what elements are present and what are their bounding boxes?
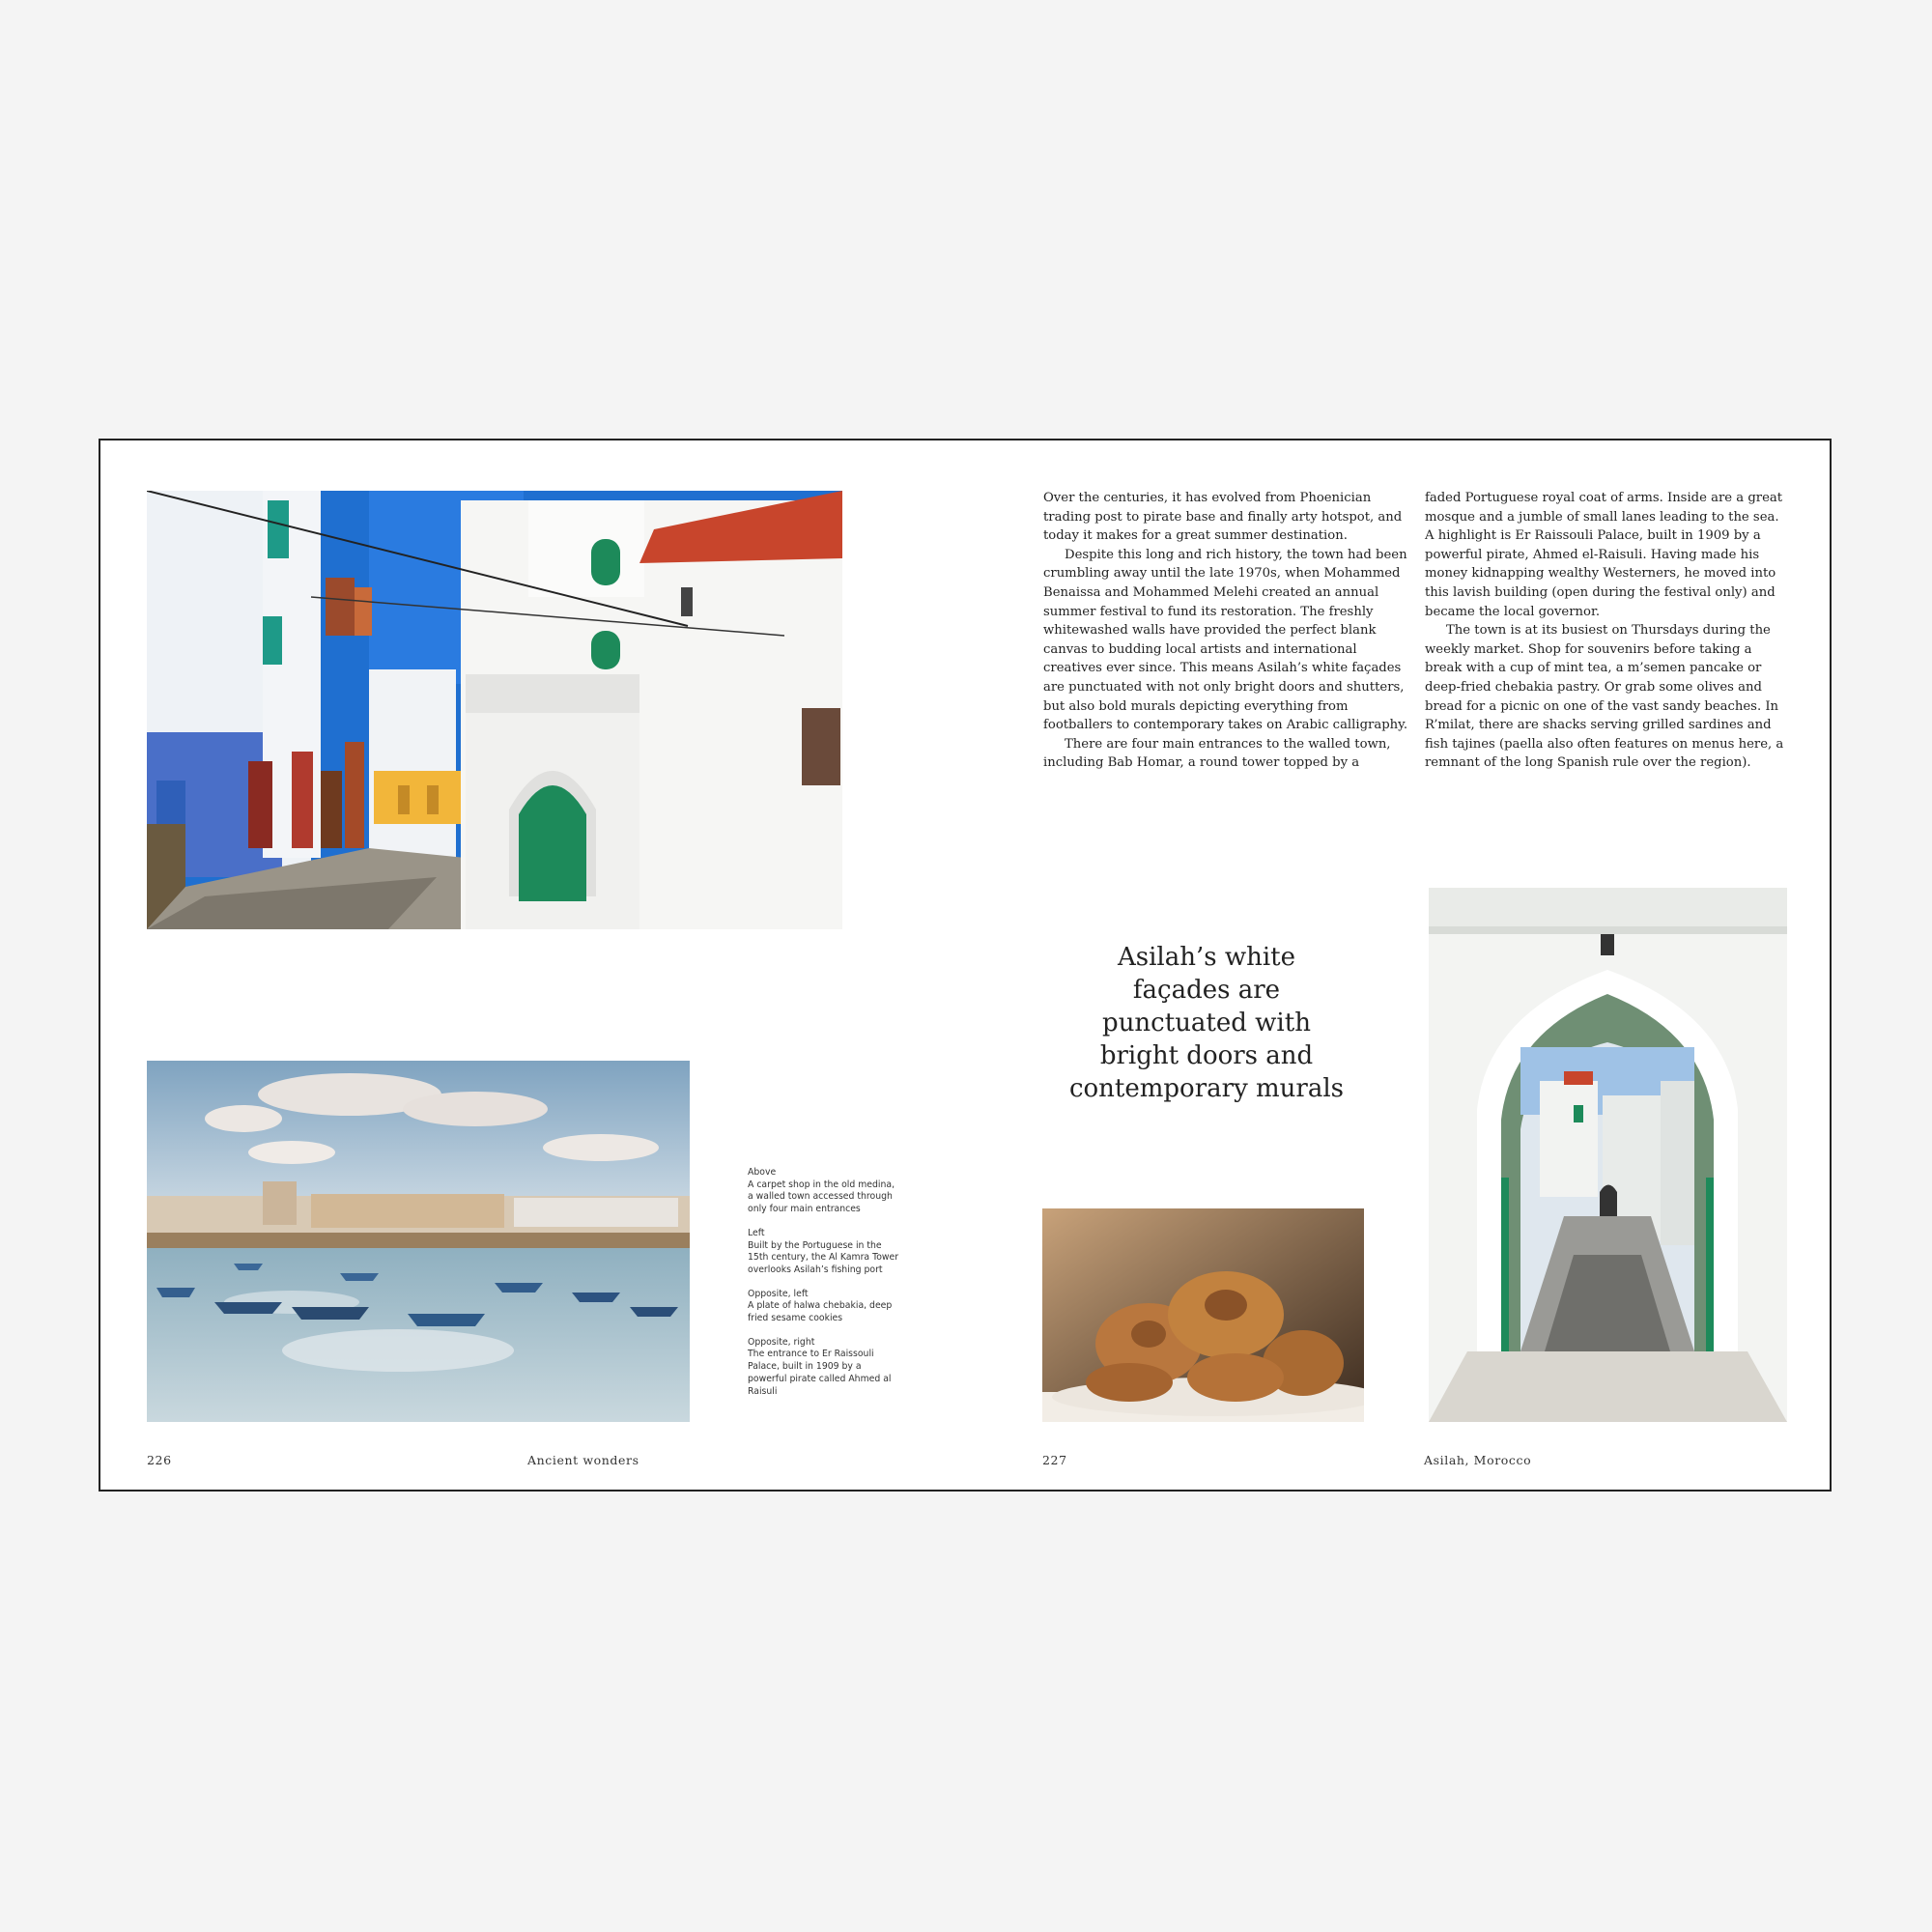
chebakia-pastry-photo: [1042, 1208, 1364, 1422]
caption-text: The entrance to Er Raissouli Palace, built in 1909 by a powerful pirate called Ahmed al Raisuli: [748, 1349, 892, 1397]
caption-text: A plate of halwa chebakia, deep fried sesame cookies: [748, 1300, 893, 1324]
photo-captions: [748, 1167, 902, 1409]
body-paragraph: The town is at its busiest on Thursdays during the weekly market. Shop for souvenirs before taking a break with a cup of mint tea, a m’semen pancake or deep-fried chebakia pastry. Or grab some olives and bread for a picnic on one of the vast sandy beaches. In R’milat, there are shacks serving grilled sardines and fish tajines (paella also often features on menus here, a remnant of the long Spanish rule over the region).: [1425, 623, 1784, 771]
body-column-2: [1425, 489, 1790, 773]
left-running-title: Ancient wonders: [527, 1453, 639, 1467]
right-page-number: 227: [1042, 1453, 1067, 1467]
caption-above: [748, 1167, 902, 1216]
harbour-tower-photo: [147, 1061, 690, 1422]
body-column-1: [1043, 489, 1408, 773]
caption-opposite-left: [748, 1289, 902, 1325]
caption-heading: Left: [748, 1227, 765, 1238]
caption-heading: Opposite, left: [748, 1288, 809, 1299]
caption-text: Built by the Portuguese in the 15th century, the Al Kamra Tower overlooks Asilah’s fishing port: [748, 1239, 899, 1275]
palace-archway-photo: [1429, 888, 1787, 1422]
caption-left: [748, 1228, 902, 1277]
caption-heading: Above: [748, 1167, 777, 1178]
book-spread: [99, 439, 1832, 1492]
pull-quote: Asilah’s white façades are punctuated with bright doors and contemporary murals: [1068, 943, 1345, 1103]
left-page-number: 226: [147, 1453, 172, 1467]
right-running-title: Asilah, Morocco: [1424, 1453, 1532, 1467]
body-paragraph: faded Portuguese royal coat of arms. Inside are a great mosque and a jumble of small lanes leading to the sea. A highlight is Er Raissouli Palace, built in 1909 by a powerful pirate, Ahmed el-Raisuli. Having made his money kidnapping wealthy Westerners, he moved into this lavish building (open during the festival only) and became the local governor.: [1425, 491, 1783, 619]
medina-carpet-shop-photo: [147, 491, 842, 929]
body-paragraph: There are four main entrances to the walled town, including Bab Homar, a round tower topped by a: [1043, 736, 1391, 771]
body-paragraph: Despite this long and rich history, the town had been crumbling away until the late 1970s, when Mohammed Benaissa and Mohammed Melehi created an annual summer festival to fund its restoration. The freshly whitewashed walls have provided the perfect blank canvas to budding local artists and international creatives ever since. This means Asilah’s white façades are punctuated with not only bright doors and shutters, but also bold murals depicting everything from footballers to contemporary takes on Arabic calligraphy.: [1043, 547, 1408, 733]
caption-opposite-right: [748, 1337, 902, 1399]
caption-heading: Opposite, right: [748, 1336, 815, 1348]
body-paragraph: Over the centuries, it has evolved from Phoenician trading post to pirate base and finally arty hotspot, and today it makes for a great summer destination.: [1043, 491, 1403, 544]
caption-text: A carpet shop in the old medina, a walled town accessed through only four main entrances: [748, 1179, 895, 1215]
